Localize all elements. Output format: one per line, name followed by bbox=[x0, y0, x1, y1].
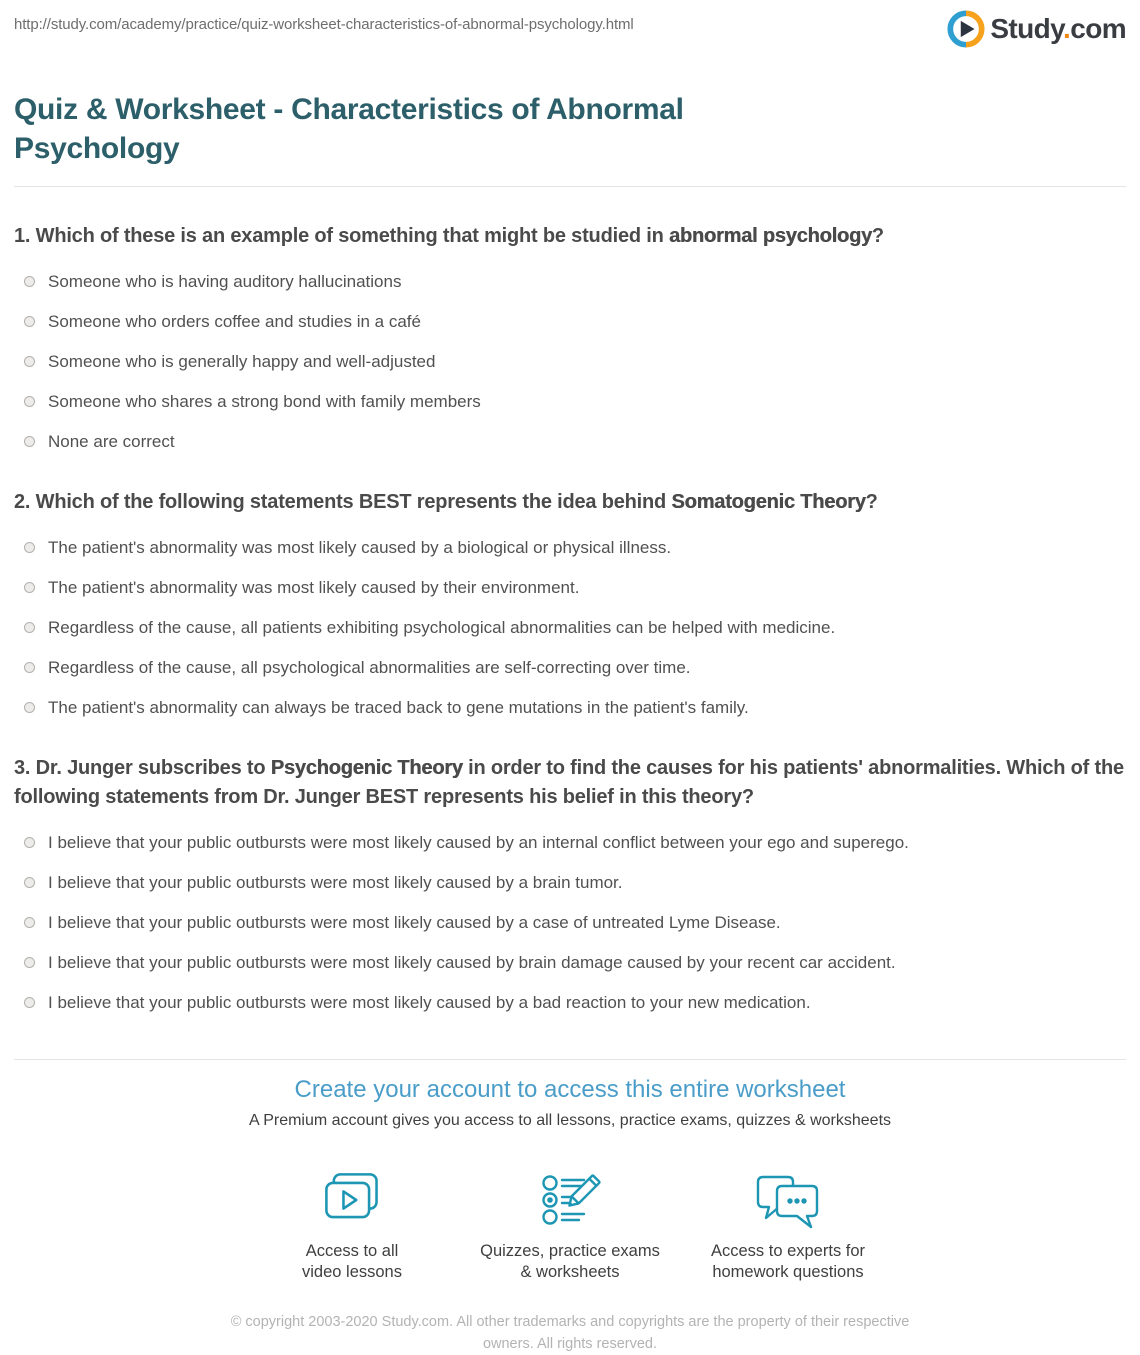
question-3-heading bbox=[14, 754, 1126, 812]
answer-option[interactable] bbox=[24, 951, 1126, 974]
create-account-link[interactable]: Create your account to access this entire worksheet bbox=[294, 1076, 846, 1103]
signup-section bbox=[14, 1076, 1126, 1283]
answer-option[interactable] bbox=[24, 991, 1126, 1014]
quizzes-worksheets-icon bbox=[539, 1170, 601, 1230]
question-1-text: 1. Which of these is an example of something that might be studied in bbox=[14, 225, 669, 247]
logo-study: Study bbox=[990, 13, 1064, 44]
radio-button-icon[interactable] bbox=[24, 316, 35, 327]
answer-option[interactable] bbox=[24, 871, 1126, 894]
title-divider bbox=[14, 186, 1126, 187]
radio-button-icon[interactable] bbox=[24, 276, 35, 287]
studycom-logo[interactable] bbox=[947, 10, 1126, 48]
question-3-suffix: in order to find the causes for his patients' abnormalities. Which of the following statements from Dr. Junger BEST represents his belief in this theory? bbox=[14, 757, 1124, 808]
radio-button-icon[interactable] bbox=[24, 997, 35, 1008]
answer-option[interactable] bbox=[24, 911, 1126, 934]
answer-option-label[interactable]: Someone who shares a strong bond with family members bbox=[48, 392, 481, 411]
feature-label bbox=[243, 1241, 461, 1283]
radio-button-icon[interactable] bbox=[24, 622, 35, 633]
radio-button-icon[interactable] bbox=[24, 662, 35, 673]
answer-option-label[interactable]: The patient's abnormality was most likely caused by a biological or physical illness. bbox=[48, 538, 672, 557]
feature-label-line1: Access to experts for bbox=[710, 1242, 866, 1260]
question-1 bbox=[14, 222, 1126, 453]
feature-quizzes-worksheets bbox=[461, 1170, 679, 1283]
radio-button-icon[interactable] bbox=[24, 542, 35, 553]
question-1-suffix: ? bbox=[871, 225, 884, 247]
question-2-term: Somatogenic Theory bbox=[671, 491, 866, 513]
page-title: Quiz & Worksheet - Characteristics of Abnormal Psychology bbox=[14, 93, 684, 165]
radio-button-icon[interactable] bbox=[24, 436, 35, 447]
top-bar bbox=[14, 0, 1126, 48]
question-2-suffix: ? bbox=[865, 491, 878, 513]
feature-label bbox=[679, 1241, 897, 1283]
question-3-text: 3. Dr. Junger subscribes to bbox=[14, 757, 271, 779]
answer-option[interactable] bbox=[24, 576, 1126, 599]
answer-option-label[interactable]: The patient's abnormality can always be traced back to gene mutations in the patient's family. bbox=[48, 698, 749, 717]
premium-account-subheading: A Premium account gives you access to all lessons, practice exams, quizzes & worksheets bbox=[248, 1112, 892, 1129]
page-url: http://study.com/academy/practice/quiz-worksheet-characteristics-of-abnormal-psychology.html bbox=[14, 16, 634, 33]
answer-option-label[interactable]: The patient's abnormality was most likely caused by their environment. bbox=[48, 578, 580, 597]
question-1-options bbox=[24, 270, 1126, 453]
feature-label-line1: Access to all bbox=[305, 1242, 399, 1260]
question-3-options bbox=[24, 831, 1126, 1014]
answer-option-label[interactable]: I believe that your public outbursts were most likely caused by an internal conflict between your ego and superego. bbox=[48, 833, 909, 852]
answer-option-label[interactable]: Someone who is having auditory hallucinations bbox=[48, 272, 402, 291]
studycom-logo-icon bbox=[947, 10, 985, 48]
logo-dot: . bbox=[1063, 13, 1071, 44]
answer-option[interactable] bbox=[24, 430, 1126, 453]
answer-option[interactable] bbox=[24, 616, 1126, 639]
answer-option[interactable] bbox=[24, 310, 1126, 333]
feature-list bbox=[14, 1170, 1126, 1283]
question-1-term: abnormal psychology bbox=[668, 225, 872, 247]
answer-option[interactable] bbox=[24, 270, 1126, 293]
answer-option-label[interactable]: I believe that your public outbursts were most likely caused by a brain tumor. bbox=[48, 873, 623, 892]
question-1-heading bbox=[14, 222, 1126, 251]
signup-divider bbox=[14, 1059, 1126, 1060]
radio-button-icon[interactable] bbox=[24, 582, 35, 593]
answer-option[interactable] bbox=[24, 696, 1126, 719]
feature-label-line2: & worksheets bbox=[520, 1263, 620, 1281]
answer-option-label[interactable]: I believe that your public outbursts were most likely caused by a bad reaction to your new medication. bbox=[48, 993, 811, 1012]
feature-label-line1: Quizzes, practice exams bbox=[480, 1242, 660, 1260]
feature-label-line2: homework questions bbox=[712, 1263, 864, 1281]
radio-button-icon[interactable] bbox=[24, 356, 35, 367]
answer-option[interactable] bbox=[24, 831, 1126, 854]
studycom-logo-text bbox=[990, 13, 1126, 45]
radio-button-icon[interactable] bbox=[24, 396, 35, 407]
feature-label bbox=[461, 1241, 679, 1283]
answer-option-label[interactable]: I believe that your public outbursts were most likely caused by a case of untreated Lyme Disease. bbox=[48, 913, 781, 932]
radio-button-icon[interactable] bbox=[24, 837, 35, 848]
copyright-notice: © copyright 2003-2020 Study.com. All other trademarks and copyrights are the property of their respective owners. All rights reserved. bbox=[230, 1314, 910, 1352]
answer-option[interactable] bbox=[24, 350, 1126, 373]
answer-option-label[interactable]: Someone who orders coffee and studies in a café bbox=[48, 312, 421, 331]
answer-option[interactable] bbox=[24, 536, 1126, 559]
radio-button-icon[interactable] bbox=[24, 702, 35, 713]
radio-button-icon[interactable] bbox=[24, 917, 35, 928]
radio-button-icon[interactable] bbox=[24, 957, 35, 968]
logo-com: com bbox=[1070, 13, 1126, 44]
answer-option[interactable] bbox=[24, 656, 1126, 679]
feature-label-line2: video lessons bbox=[302, 1263, 402, 1281]
answer-option-label[interactable]: Someone who is generally happy and well-adjusted bbox=[48, 352, 436, 371]
answer-option-label[interactable]: I believe that your public outbursts were most likely caused by brain damage caused by your recent car accident. bbox=[48, 953, 896, 972]
answer-option[interactable] bbox=[24, 390, 1126, 413]
video-lessons-icon bbox=[320, 1170, 384, 1230]
question-3-term: Psychogenic Theory bbox=[270, 757, 463, 779]
question-2-options bbox=[24, 536, 1126, 719]
feature-homework-experts bbox=[679, 1170, 897, 1283]
question-2 bbox=[14, 488, 1126, 719]
homework-experts-icon bbox=[755, 1170, 821, 1230]
answer-option-label[interactable]: None are correct bbox=[48, 432, 175, 451]
question-2-text: 2. Which of the following statements BEST represents the idea behind bbox=[14, 491, 672, 513]
radio-button-icon[interactable] bbox=[24, 877, 35, 888]
answer-option-label[interactable]: Regardless of the cause, all psychological abnormalities are self-correcting over time. bbox=[48, 658, 691, 677]
answer-option-label[interactable]: Regardless of the cause, all patients exhibiting psychological abnormalities can be helped with medicine. bbox=[48, 618, 836, 637]
question-2-heading bbox=[14, 488, 1126, 517]
question-3 bbox=[14, 754, 1126, 1014]
feature-video-lessons bbox=[243, 1170, 461, 1283]
